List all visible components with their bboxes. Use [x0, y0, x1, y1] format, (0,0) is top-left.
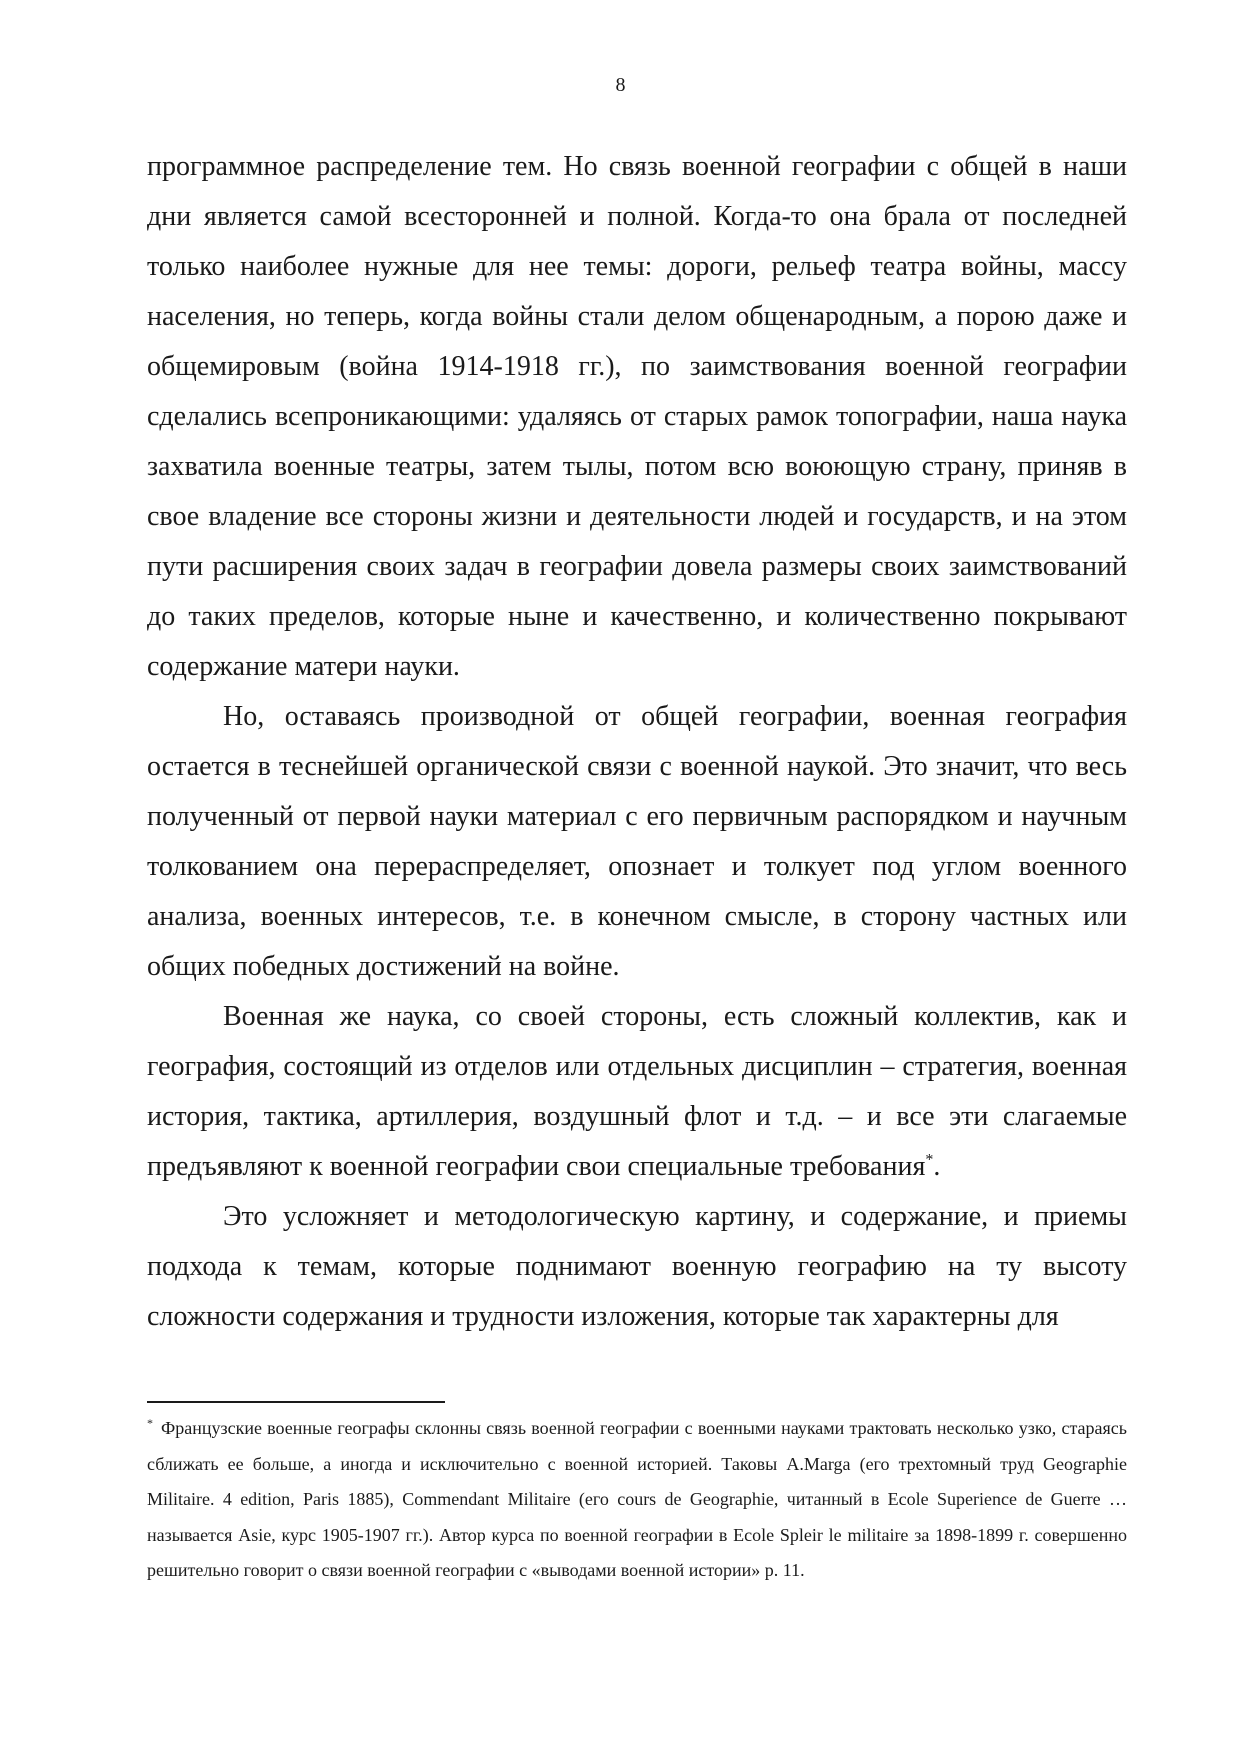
footnote — [147, 1411, 1127, 1589]
paragraph: Это усложняет и методологическую картину, и содержание, и приемы подхода к темам, которые поднимают военную географию на ту высоту сложности содержания и трудности изложения, которые так характерны для — [147, 1201, 1127, 1332]
body-text — [147, 142, 1127, 1342]
paragraph-text: Военная же наука, со своей стороны, есть сложный коллектив, как и география, состоящий из отделов или отдельных дисциплин – стратегия, военная история, тактика, артиллерия, воздушный флот и т.д. – и все эти слагаемые предъявляют к военной географии свои специальные требования — [147, 1001, 1127, 1182]
paragraph: Но, оставаясь производной от общей географии, военная география остается в теснейшей органической связи с военной наукой. Это значит, что весь полученный от первой науки материал с его первичным распорядком и научным толкованием она перераспределяет, опознает и толкует под углом военного анализа, военных интересов, т.е. в конечном смысле, в сторону частных или общих победных достижений на войне. — [147, 701, 1127, 982]
footnote-mark: * — [147, 1416, 153, 1430]
footnote-separator — [147, 1401, 445, 1403]
footnote-reference[interactable]: * — [925, 1151, 934, 1169]
footnote-text: Французские военные географы склонны связь военной географии с военными науками трактовать несколько узко, стараясь сближать ее больше, а иногда и исключительно с военной историей. Таковы A.Marga (его трехтомный труд Geographie Militaire. 4 edition, Paris 1885), Commendant Militaire (его cours de Geographie, читанный в Ecole Superience de Guerre … называется Asie, курс 1905-1907 гг.). Автор курса по военной географии в Ecole Spleir le militaire за 1898-1899 г. совершенно решительно говорит о связи военной географии с «выводами военной истории» p. 11. — [147, 1418, 1127, 1580]
paragraph-with-footnote — [147, 992, 1127, 1192]
paragraph-continuation: программное распределение тем. Но связь военной географии с общей в наши дни является самой всесторонней и полной. Когда-то она брала от последней только наиболее нужные для нее темы: дороги, рельеф театра войны, массу населения, но теперь, когда войны стали делом общенародным, а порою даже и общемировым (война 1914-1918 гг.), по заимствования военной географии сделались всепроникающими: удаляясь от старых рамок топографии, наша наука захватила военные театры, затем тылы, потом всю воюющую страну, приняв в свое владение все стороны жизни и деятельности людей и государств, и на этом пути расширения своих задач в географии довела размеры своих заимствований до таких пределов, которые ныне и качественно, и количественно покрывают содержание матери науки. — [147, 151, 1127, 682]
page-number: 8 — [615, 74, 626, 96]
paragraph-tail: . — [933, 1151, 941, 1182]
